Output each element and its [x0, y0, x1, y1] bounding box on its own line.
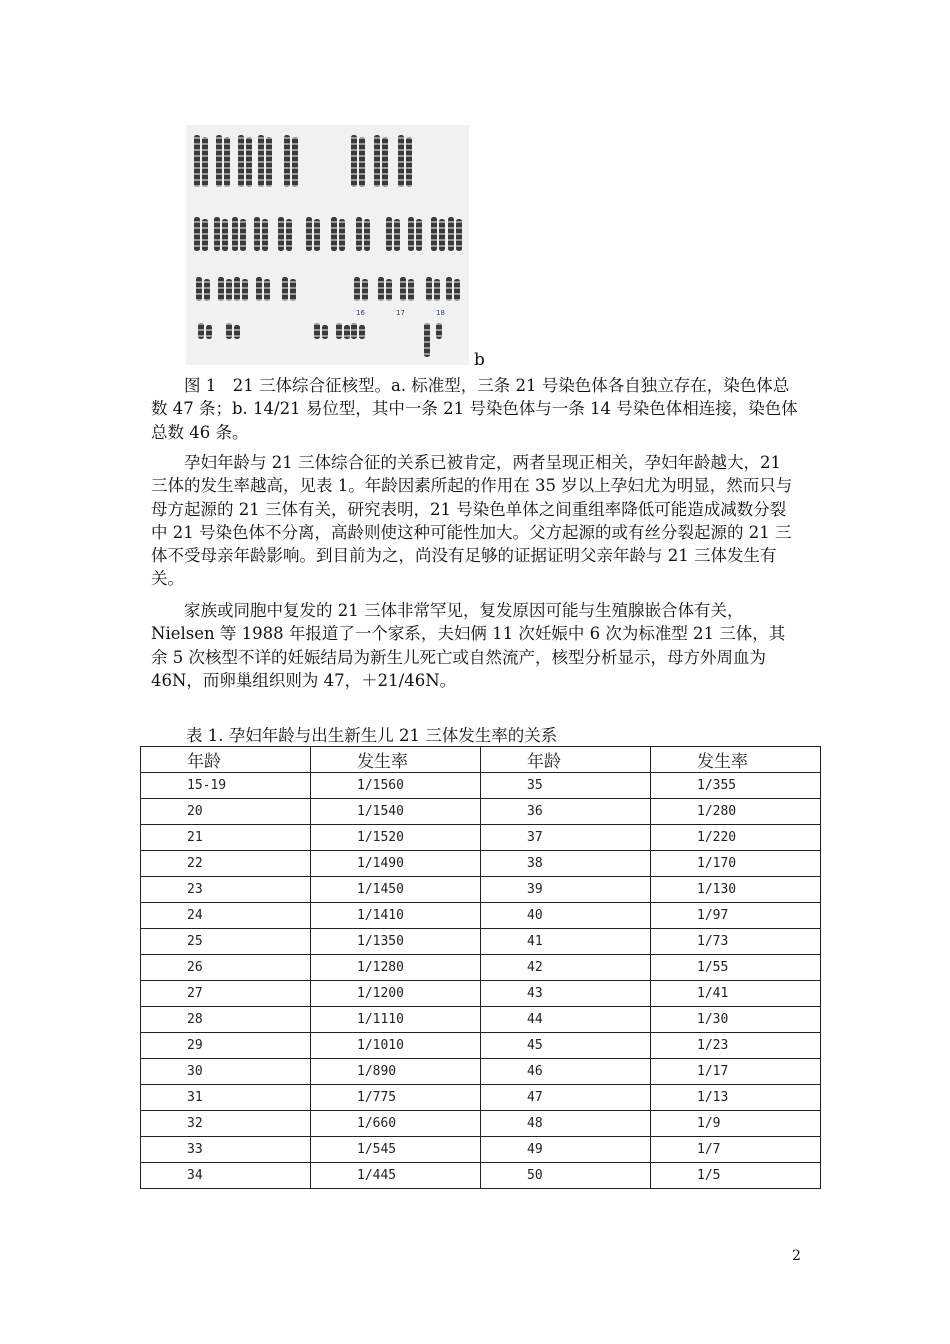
chromosome-number-17: 17: [396, 309, 405, 317]
table-cell: 1/1490: [311, 851, 481, 877]
table-cell: 1/1560: [311, 773, 481, 799]
table-cell: 37: [481, 825, 651, 851]
chromosome-shape: [232, 217, 238, 251]
chromosome-shape: [382, 137, 388, 187]
table-cell: 1/1450: [311, 877, 481, 903]
table-cell: 32: [141, 1111, 311, 1137]
chromosome-shape: [408, 217, 414, 251]
table-row: [141, 825, 821, 851]
table-row: [141, 1059, 821, 1085]
chromosome-shape: [278, 217, 284, 251]
chromosome-shape: [198, 323, 204, 339]
karyotype-figure: [186, 125, 469, 365]
table-cell: 31: [141, 1085, 311, 1111]
header-age-1: 年龄: [141, 747, 311, 773]
table-cell: 1/890: [311, 1059, 481, 1085]
figure-caption: 图 1 21 三体综合征核型。a. 标准型，三条 21 号染色体各自独立存在，染色体总数 47 条；b. 14/21 易位型，其中一条 21 号染色体与一条 14 号染色体相连接，染色体总数 46 条。: [151, 376, 798, 442]
table-cell: 1/30: [651, 1007, 821, 1033]
table-row: [141, 1085, 821, 1111]
page-number: 2: [792, 1248, 801, 1264]
table-row: [141, 773, 821, 799]
table-row: [141, 955, 821, 981]
table-cell: 33: [141, 1137, 311, 1163]
chromosome-shape: [234, 325, 240, 339]
table-row: [141, 1007, 821, 1033]
chromosome-shape: [448, 217, 454, 251]
chromosome-shape: [284, 135, 290, 187]
chromosome-shape: [224, 137, 230, 187]
table-cell: 1/1200: [311, 981, 481, 1007]
table-cell: 1/170: [651, 851, 821, 877]
chromosome-shape: [238, 135, 244, 187]
table-cell: 1/9: [651, 1111, 821, 1137]
chromosome-shape: [314, 323, 320, 339]
table-cell: 1/23: [651, 1033, 821, 1059]
chromosome-shape: [416, 219, 422, 251]
table-cell: 1/7: [651, 1137, 821, 1163]
chromosome-shape: [456, 219, 462, 251]
table-cell: 1/41: [651, 981, 821, 1007]
chromosome-shape: [426, 277, 432, 301]
table-cell: 1/130: [651, 877, 821, 903]
chromosome-shape: [336, 323, 342, 339]
chromosome-shape: [406, 137, 412, 187]
table-row: [141, 1137, 821, 1163]
table-cell: 35: [481, 773, 651, 799]
chromosome-shape: [331, 217, 337, 251]
chromosome-shape: [242, 279, 248, 301]
table-cell: 24: [141, 903, 311, 929]
table-cell: 28: [141, 1007, 311, 1033]
table-cell: 15-19: [141, 773, 311, 799]
table-cell: 1/1520: [311, 825, 481, 851]
chromosome-shape: [264, 279, 270, 301]
chromosome-shape: [266, 137, 272, 187]
table-cell: 30: [141, 1059, 311, 1085]
table-cell: 34: [141, 1163, 311, 1189]
table-cell: 21: [141, 825, 311, 851]
chromosome-shape: [194, 135, 200, 187]
table-cell: 1/1280: [311, 955, 481, 981]
chromosome-shape: [206, 325, 212, 339]
table-row: [141, 981, 821, 1007]
table-cell: 36: [481, 799, 651, 825]
chromosome-shape: [286, 219, 292, 251]
table-row: [141, 1111, 821, 1137]
table-row: [141, 1163, 821, 1189]
chromosome-shape: [258, 135, 264, 187]
table-cell: 43: [481, 981, 651, 1007]
chromosome-shape: [386, 279, 392, 301]
chromosome-shape: [194, 217, 200, 251]
chromosome-shape: [216, 135, 222, 187]
table-cell: 1/355: [651, 773, 821, 799]
table-cell: 1/17: [651, 1059, 821, 1085]
table-row: [141, 851, 821, 877]
table-row: [141, 877, 821, 903]
chromosome-shape: [364, 219, 370, 251]
table-cell: 39: [481, 877, 651, 903]
table-cell: 50: [481, 1163, 651, 1189]
chromosome-shape: [214, 217, 220, 251]
chromosome-shape: [226, 323, 232, 339]
table-cell: 41: [481, 929, 651, 955]
chromosome-shape: [351, 135, 357, 187]
chromosome-shape: [446, 277, 452, 301]
table-cell: 20: [141, 799, 311, 825]
table-cell: 1/1110: [311, 1007, 481, 1033]
table-cell: 47: [481, 1085, 651, 1111]
chromosome-shape: [408, 279, 414, 301]
chromosome-shape: [306, 217, 312, 251]
table-cell: 29: [141, 1033, 311, 1059]
chromosome-shape: [374, 135, 380, 187]
table-cell: 1/280: [651, 799, 821, 825]
paragraph-familial-recurrence: 家族或同胞中复发的 21 三体非常罕见，复发原因可能与生殖腺嵌合体有关， Nielsen 等 1988 年报道了一个家系，夫妇俩 11 次妊娠中 6 次为标准型 21 三体，其余 5 次核型不详的妊娠结局为新生儿死亡或自然流产，核型分析显示，母方外周血为 46N，而卵巢组织则为 47，＋21/46N。: [151, 601, 786, 690]
karyotype-image: [186, 125, 469, 365]
chromosome-shape: [386, 217, 392, 251]
chromosome-number-16: 16: [356, 309, 365, 317]
chromosome-shape: [202, 219, 208, 251]
table-cell: 1/220: [651, 825, 821, 851]
chromosome-shape: [359, 325, 365, 339]
chromosome-shape: [356, 217, 362, 251]
table-cell: 1/775: [311, 1085, 481, 1111]
table-cell: 40: [481, 903, 651, 929]
chromosome-shape: [282, 277, 288, 301]
table-cell: 1/5: [651, 1163, 821, 1189]
table-row: [141, 929, 821, 955]
table-cell: 1/73: [651, 929, 821, 955]
header-age-2: 年龄: [481, 747, 651, 773]
table-cell: 27: [141, 981, 311, 1007]
chromosome-shape: [290, 279, 296, 301]
table-cell: 1/660: [311, 1111, 481, 1137]
chromosome-shape: [196, 277, 202, 301]
table-cell: 25: [141, 929, 311, 955]
chromosome-shape: [339, 219, 345, 251]
chromosome-shape: [314, 219, 320, 251]
table-cell: 44: [481, 1007, 651, 1033]
chromosome-shape: [351, 323, 357, 339]
table-cell: 1/445: [311, 1163, 481, 1189]
table-cell: 45: [481, 1033, 651, 1059]
chromosome-shape: [431, 217, 437, 251]
table-row: [141, 799, 821, 825]
chromosome-shape: [256, 277, 262, 301]
chromosome-shape: [222, 219, 228, 251]
chromosome-shape: [234, 277, 240, 301]
chromosome-shape: [454, 279, 460, 301]
chromosome-shape: [398, 135, 404, 187]
chromosome-shape: [262, 219, 268, 251]
table-title: 表 1. 孕妇年龄与出生新生儿 21 三体发生率的关系: [186, 726, 558, 745]
chromosome-shape: [344, 325, 350, 339]
table-cell: 38: [481, 851, 651, 877]
chromosome-shape: [254, 217, 260, 251]
table-cell: 42: [481, 955, 651, 981]
chromosome-shape: [400, 277, 406, 301]
figure-panel-label: b: [474, 350, 485, 370]
table-cell: 1/55: [651, 955, 821, 981]
chromosome-shape: [226, 279, 232, 301]
chromosome-number-18: 18: [436, 309, 445, 317]
table-cell: 1/13: [651, 1085, 821, 1111]
table-cell: 23: [141, 877, 311, 903]
chromosome-shape: [439, 219, 445, 251]
table-cell: 22: [141, 851, 311, 877]
chromosome-shape: [436, 323, 442, 339]
table-row: [141, 1033, 821, 1059]
chromosome-shape: [424, 323, 430, 357]
header-rate-1: 发生率: [311, 747, 481, 773]
chromosome-shape: [204, 279, 210, 301]
chromosome-shape: [434, 279, 440, 301]
table-cell: 46: [481, 1059, 651, 1085]
chromosome-shape: [362, 279, 368, 301]
table-cell: 1/545: [311, 1137, 481, 1163]
table-cell: 1/1010: [311, 1033, 481, 1059]
header-rate-2: 发生率: [651, 747, 821, 773]
paragraph-maternal-age: 孕妇年龄与 21 三体综合征的关系已被肯定，两者呈现正相关，孕妇年龄越大，21 三体的发生率越高，见表 1。年龄因素所起的作用在 35 岁以上孕妇尤为明显，然而只与母方起源的 21 三体有关，研究表明，21 号染色单体之间重组率降低可能造成减数分裂中 21 号染色体不分离，高龄则使这种可能性加大。父方起源的或有丝分裂起源的 21 三体不受母亲年龄影响。到目前为之，尚没有足够的证据证明父亲年龄与 21 三体发生有关。: [151, 453, 793, 589]
table-cell: 1/1540: [311, 799, 481, 825]
chromosome-shape: [354, 277, 360, 301]
table-cell: 26: [141, 955, 311, 981]
incidence-table: [140, 746, 821, 1189]
chromosome-shape: [378, 277, 384, 301]
table-cell: 1/97: [651, 903, 821, 929]
table-header-row: [141, 747, 821, 773]
chromosome-shape: [394, 219, 400, 251]
table-row: [141, 903, 821, 929]
table-cell: 1/1410: [311, 903, 481, 929]
chromosome-shape: [202, 137, 208, 187]
chromosome-shape: [246, 137, 252, 187]
chromosome-shape: [359, 137, 365, 187]
chromosome-shape: [218, 277, 224, 301]
table-cell: 49: [481, 1137, 651, 1163]
chromosome-shape: [240, 219, 246, 251]
table-cell: 48: [481, 1111, 651, 1137]
table-cell: 1/1350: [311, 929, 481, 955]
chromosome-shape: [292, 137, 298, 187]
chromosome-shape: [322, 325, 328, 339]
